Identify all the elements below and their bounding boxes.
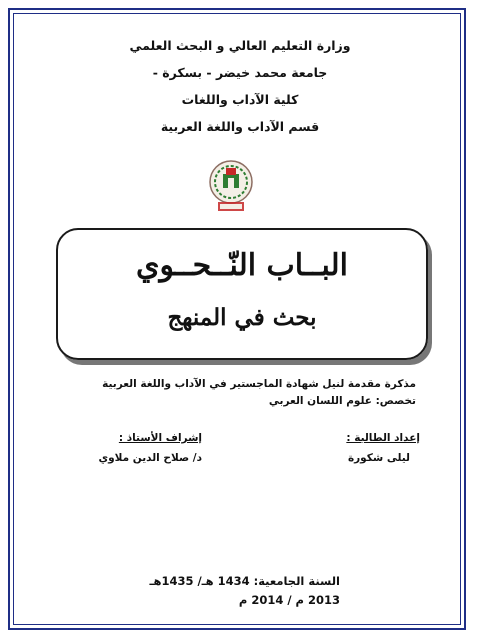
thesis-specialty: تخصص: علوم اللسان العربي [268, 395, 416, 407]
university-name: جامعة محمد خيضر - بسكرة - [152, 65, 328, 80]
faculty-name: كلية الآداب واللغات [181, 92, 299, 107]
thesis-subtitle: بحث في المنهج [167, 304, 317, 331]
academic-year-hijri: السنة الجامعية: 1434 هـ/ 1435هـ [149, 574, 340, 588]
university-logo [204, 158, 258, 218]
student-name: ليلى شكورة [347, 452, 410, 464]
thesis-title: البــاب النّــحــوي [136, 248, 348, 283]
academic-year [150, 572, 340, 610]
thesis-description [102, 376, 416, 410]
supervisor-label: إشراف الأستاذ : [118, 432, 202, 444]
thesis-purpose: مذكرة مقدمة لنيل شهادة الماجستير في الآداب واللغة العربية [102, 378, 416, 390]
title-box [56, 228, 428, 360]
ministry-name: وزارة التعليم العالي و البحث العلمي [129, 38, 351, 53]
institution-header [60, 32, 420, 140]
department-name: قسم الآداب واللغة العربية [160, 119, 320, 134]
supervisor-name: د/ صلاح الدين ملاوي [98, 452, 202, 464]
student-label: إعداد الطالبة : [346, 432, 420, 444]
academic-year-gregorian: 2013 م / 2014 م [238, 593, 340, 607]
